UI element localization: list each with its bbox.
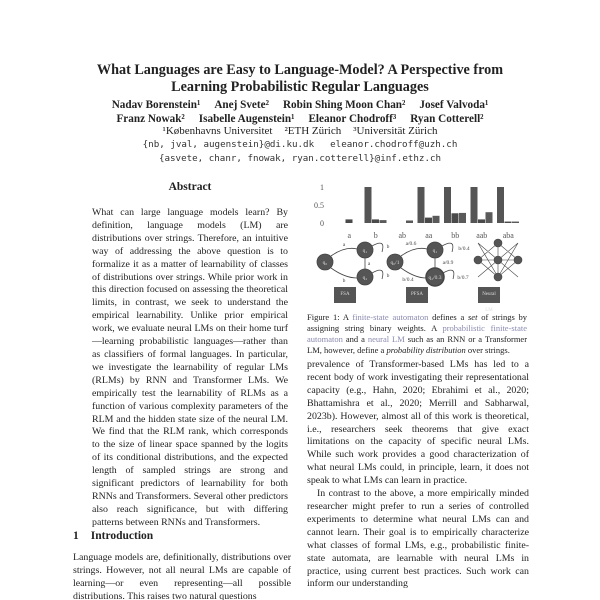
- diagram-label: b/0.7: [457, 275, 469, 281]
- x-tick-label: aba: [502, 231, 514, 240]
- bar-fsa: [418, 187, 425, 223]
- caption-highlight: probabilistic finite-state automaton: [307, 323, 527, 344]
- bar-neural-lm: [512, 222, 519, 223]
- caption-highlight: neural LM: [367, 334, 405, 344]
- y-tick-label: 0: [320, 219, 324, 228]
- section-title: Introduction: [90, 530, 154, 542]
- bar-neural-lm: [459, 213, 466, 223]
- x-tick-label: aab: [476, 231, 488, 240]
- section-heading: [73, 530, 165, 542]
- author: Josef Valvoda¹: [419, 99, 489, 111]
- authors: [60, 98, 540, 126]
- x-tick-label: a: [347, 231, 352, 240]
- author: Eleanor Chodroff³: [308, 113, 397, 125]
- diagram-label: a/0.9: [442, 260, 454, 266]
- diagram-label: q₂/0.3: [428, 275, 442, 281]
- email: {asvete, chanr, fnowak, ryan.cotterell}@inf.ethz.ch: [158, 153, 442, 164]
- pfsa-label-box: PFSA: [406, 287, 428, 303]
- bar-neural-lm: [406, 220, 413, 223]
- author: Anej Svete²: [214, 99, 269, 111]
- x-tick-label: b: [373, 231, 378, 240]
- title-line: What Languages are Easy to Language-Model? A Perspective from: [96, 62, 504, 78]
- email: eleanor.chodroff@uzh.ch: [330, 139, 458, 150]
- affiliations: [60, 125, 540, 138]
- neural-lm-diagram: [474, 239, 522, 281]
- bar-neural-lm: [486, 212, 493, 223]
- author: Isabelle Augenstein¹: [198, 113, 295, 125]
- abstract-text: What can large language models learn? By definition, language models (LM) are distributions over strings. Therefore, an intuitive way of addressing the above question is to formalize it as a matter of learnability of classes of distributions over strings. While prior work in this direction focused on assessing the theoretical limits, in contrast, we seek to understand the empirical learnability. Unlike prior empirical work, we evaluate neural LMs on their home turf—learning probabilistic languages—rather than as classifiers of formal languages. In particular, we investigate the learnability of regular LMs (RLMs) by RNN and Transformer LMs. We empirically test the learnability of RLMs as a function of various complexity parameters of the RLM and the hidden state size of the neural LM. We find that the RLM rank, which corresponds to the size of linear space spanned by the logits of its conditional distributions, and the expected length of sampled strings are strong and significant predictors of learnability for both RNNs and Transformers. Several other predictors also reach significance, but with differing patterns between RNNs and Transformers.: [92, 207, 288, 528]
- x-tick-label: aa: [425, 231, 433, 240]
- right-column-text: [307, 359, 529, 591]
- y-tick-label: 0.5: [314, 201, 324, 210]
- diagram-label: q₁: [432, 248, 438, 254]
- caption-text: defines a: [432, 312, 465, 322]
- caption-text: of strings by assigning string binary weights. A: [307, 312, 528, 333]
- diagram-label: q₂: [362, 275, 368, 281]
- diagram-label: b: [386, 273, 390, 279]
- author: Robin Shing Moon Chan²: [282, 99, 406, 111]
- bar-fsa: [444, 187, 451, 223]
- diagram-label: b/0.4: [458, 246, 470, 252]
- diagram-label: q₀/1: [390, 260, 400, 266]
- fsa-label-box: FSA: [334, 287, 356, 303]
- intro-text: Language models are, definitionally, distributions over strings. However, not all neural LMs are capable of learning—or even representing—all possible distributions. This raises two natural questions: [73, 552, 291, 600]
- bar-fsa: [497, 187, 504, 223]
- diagram-label: a: [367, 261, 371, 267]
- paper-title: [60, 62, 540, 96]
- neural-lm-label-box: Neural LM: [478, 287, 500, 303]
- bar-pfsa: [372, 219, 379, 223]
- figure-caption: [307, 312, 527, 356]
- x-tick-label: bb: [451, 231, 460, 240]
- bar-fsa: [471, 187, 478, 223]
- email: {nb, jval, augenstein}@di.ku.dk: [142, 139, 315, 150]
- bar-pfsa: [478, 219, 485, 223]
- bar-chart: [314, 183, 519, 240]
- y-tick-label: 1: [320, 183, 324, 192]
- affiliation: ³Universität Zürich: [353, 125, 438, 137]
- paragraph: In contrast to the above, a more empirically minded researcher might prefer to run a series of controlled experiments to determine what neural LMs can and cannot learn. Their goal is to empirically characterize what classes of formal LMs, e.g., probabilistic finite-state automata, are learnable with neural LMs in practice, using current best practices. Such work can inform our understanding: [307, 488, 529, 590]
- author: Franz Nowak²: [116, 113, 185, 125]
- emails: [60, 138, 540, 166]
- bar-neural-lm: [433, 216, 440, 223]
- section-number: 1: [73, 530, 79, 542]
- diagram-label: q₁: [362, 248, 368, 254]
- affiliation: ¹Københavns Universitet: [162, 125, 273, 137]
- caption-text: over strings.: [467, 345, 510, 355]
- bar-pfsa: [452, 213, 459, 223]
- author: Ryan Cotterell²: [410, 113, 484, 125]
- title-line: Learning Probabilistic Regular Languages: [171, 79, 429, 95]
- caption-label: Figure 1:: [307, 312, 340, 322]
- diagram-label: b/0.4: [402, 277, 414, 283]
- caption-text: such as an RNN or a Transformer LM, however, define a: [307, 334, 528, 355]
- paragraph: prevalence of Transformer-based LMs has led to a recent body of work investigating their representational capacity (e.g., Hahn, 2020; Ebrahimi et al., 2020; Bhattamishra et al., 2020; Merrill and Sabharwal, 2023b). However, almost all of this work is theoretical, i.e., researchers seek theorems that give exact limitations on the capacity of specific neural LMs. While such work provides a good characterization of what neural LMs could, in principle, learn, it does not speak to what LMs can learn in practice.: [307, 359, 529, 487]
- diagram-label: q₀: [322, 260, 328, 266]
- author: Nadav Borenstein¹: [111, 99, 201, 111]
- bar-pfsa: [505, 222, 512, 223]
- diagram-label: b: [386, 244, 390, 250]
- bar-pfsa: [346, 219, 353, 223]
- bar-pfsa: [425, 218, 432, 223]
- bar-fsa: [365, 187, 372, 223]
- bar-neural-lm: [380, 220, 387, 223]
- caption-highlight: finite-state automaton: [352, 312, 429, 322]
- caption-text: and a: [345, 334, 365, 344]
- caption-emphasis: probability distribution: [386, 345, 466, 355]
- diagram-label: a/0.6: [405, 241, 417, 247]
- caption-text: A: [342, 312, 349, 322]
- diagram-label: a: [342, 242, 346, 248]
- x-tick-label: ab: [398, 231, 407, 240]
- abstract-heading: Abstract: [168, 181, 212, 193]
- diagram-label: b: [342, 278, 346, 284]
- affiliation: ²ETH Zürich: [284, 125, 342, 137]
- caption-emphasis: set: [468, 312, 478, 322]
